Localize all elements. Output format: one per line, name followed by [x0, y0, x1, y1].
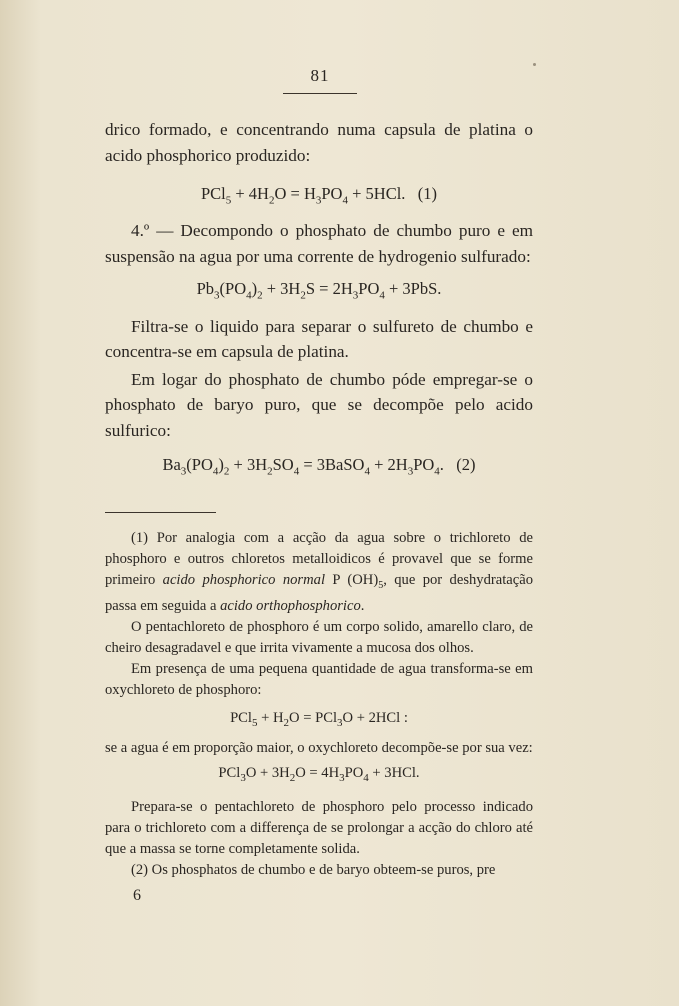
- signature-mark: 6: [133, 887, 141, 904]
- footnote-1-text-a: (1) Por analogia com a acção da agua sobre o trichloreto de phosphoro e outros chloretos metalloidicos é provavel que se forme primeiro: [105, 530, 533, 588]
- equation-1-label: (1): [417, 184, 438, 203]
- footnote-rule: [105, 512, 216, 513]
- header-rule: [283, 93, 357, 94]
- footnote-1: [105, 528, 533, 617]
- footnote-equation-1: $PCl_5 + H_2O = PCl_3O + 2HCl$ :: [230, 709, 408, 729]
- footnote-1-formula-sub: 5: [378, 579, 384, 591]
- paragraph-2: 4.º — Decompondo o phosphato de chumbo puro e em suspensão na agua por uma corrente de hydrogenio sulfurado:: [105, 221, 533, 266]
- footnote-2: O pentachloreto de phosphoro é um corpo solido, amarello claro, de cheiro desagradavel e que irrita vivamente a mucosa dos olhos.: [105, 618, 533, 656]
- paragraph-3: Filtra-se o liquido para separar o sulfureto de chumbo e concentra-se em capsula de platina.: [105, 316, 533, 362]
- footnote-1-end: .: [360, 597, 365, 614]
- page-number: 81: [310, 66, 330, 85]
- footnote-3: Em presença de uma pequena quantidade de agua transforma-se em oxychloreto de phosphoro:: [105, 660, 533, 698]
- footnote-1-text-b: , que por deshydratação passa em seguida a: [105, 572, 534, 614]
- footnote-equation-2: $PCl_3O + 3H_2O = 4H_3PO_4 + 3HCl$.: [218, 764, 420, 784]
- footnotes: [105, 528, 533, 881]
- equation-2: $Pb_3(PO_4)_2 + 3H_2S = 2H_3PO_4 + 3PbS$.: [196, 279, 442, 302]
- footnote-5: Prepara-se o pentachloreto de phosphoro pelo processo indicado para o trichloreto com a differença de se prolongar a acção do chloro até que a massa se torne completamente solida.: [105, 798, 533, 857]
- footnote-1-formula: P (OH): [325, 572, 379, 588]
- footnote-1-italic-a: acido phosphorico normal: [162, 572, 326, 588]
- paragraph-4: Em logar do phosphato de chumbo póde empregar-se o phosphato de baryo puro, que se decompõe pelo acido sulfurico:: [105, 369, 533, 440]
- footnote-1-italic-b: acido orthophosphorico: [220, 597, 361, 614]
- equation-3: $Ba_3(PO_4)_2 + 3H_2SO_4$ = 3BaSO$_4$ + $2H_3PO_4$. (2): [162, 455, 476, 478]
- equation-3-label: (2): [456, 455, 476, 475]
- paragraph-1: drico formado, e concentrando numa capsula de platina o acido phosphorico produzido:: [105, 120, 533, 165]
- footnote-4: se a agua é em proporção maior, o oxychloreto decompõe-se por sua vez:: [105, 739, 533, 756]
- main-text: [105, 117, 533, 477]
- equation-1: $PCl_5 + 4H_2O = H_3PO_4 + 5HCl$. (1): [200, 184, 438, 207]
- footnote-6: (2) Os phosphatos de chumbo e de baryo obteem-se puros, pre: [131, 861, 496, 878]
